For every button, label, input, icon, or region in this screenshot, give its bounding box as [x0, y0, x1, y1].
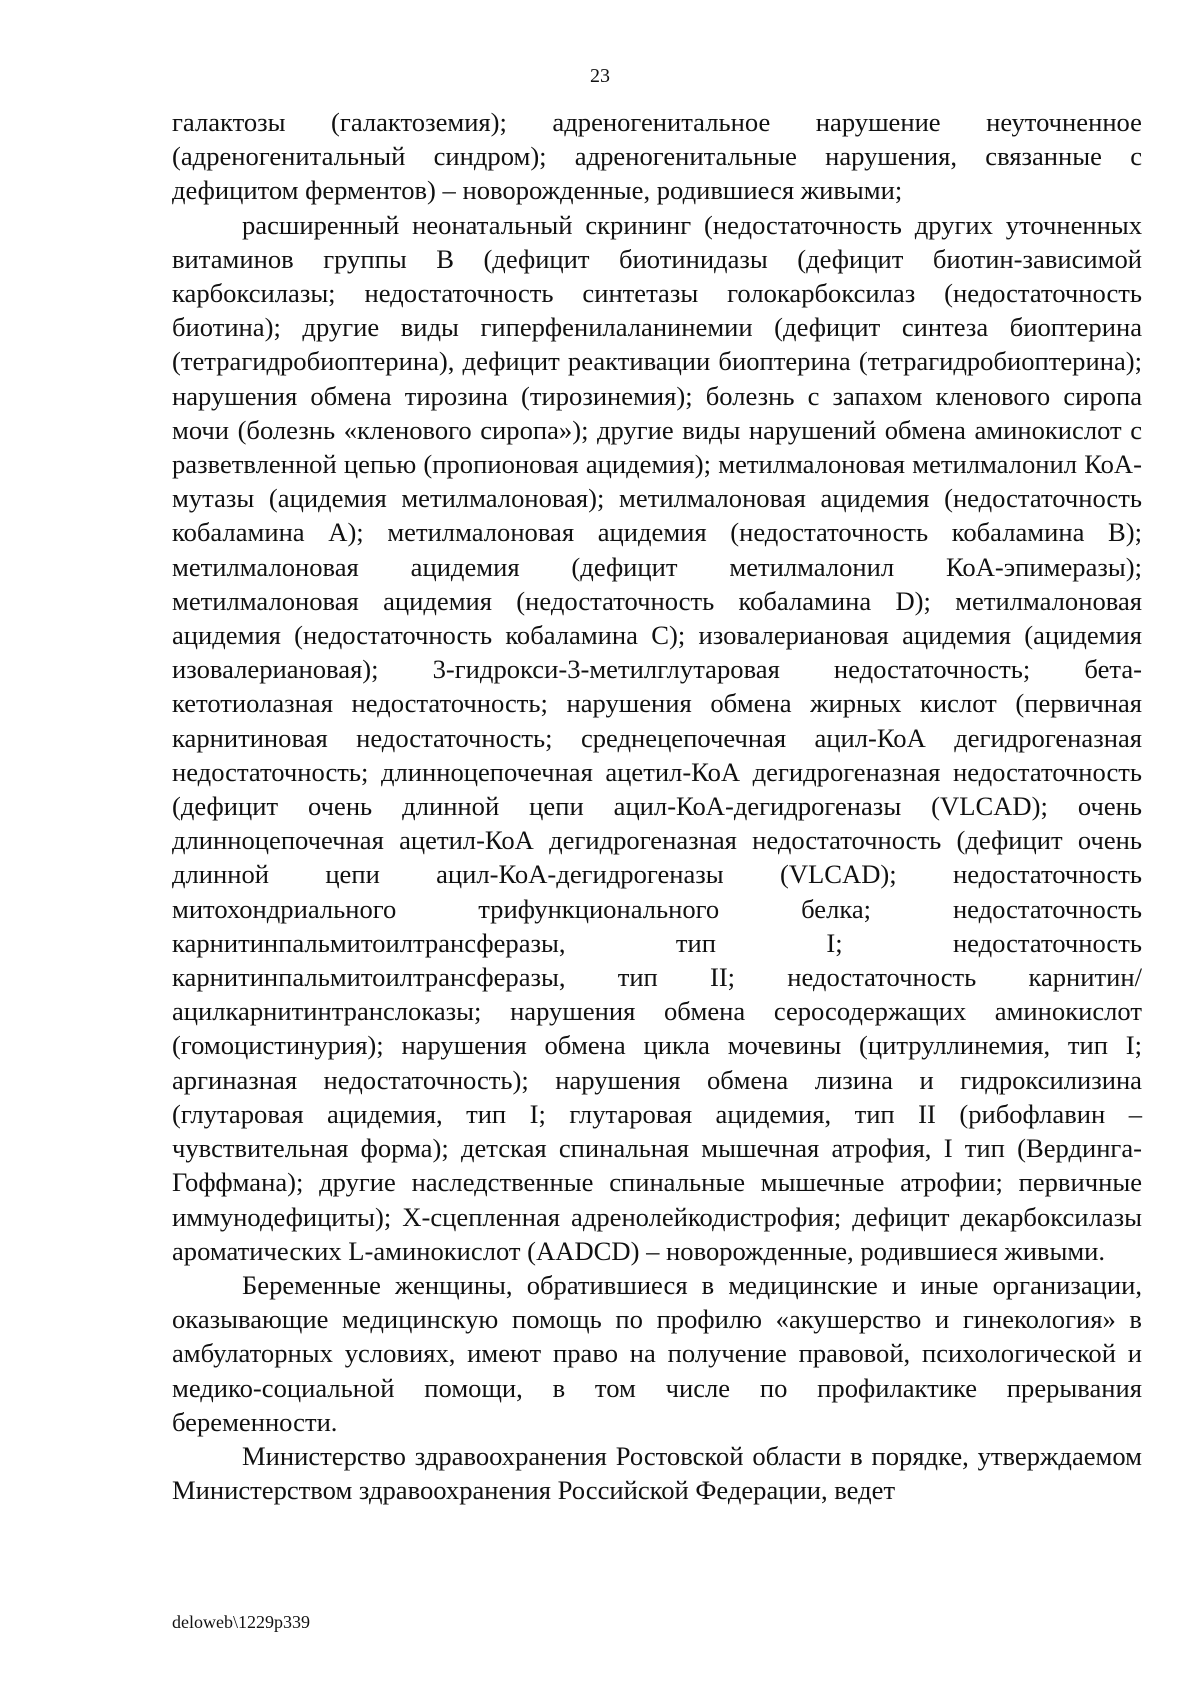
paragraph-1: галактозы (галактоземия); адреногенитальное нарушение неуточненное (адреногенитальный синдром); адреногенитальные нарушения, связанные с дефицитом ферментов) – новорожденные, родившиеся живыми; [172, 107, 1142, 206]
document-code-footer: deloweb\1229p339 [172, 1612, 310, 1632]
page-number: 23 [590, 65, 610, 87]
document-body [172, 105, 1142, 1507]
paragraph-4: Министерство здравоохранения Ростовской области в порядке, утверждаемом Министерством здравоохранения Российской Федерации, ведет [172, 1440, 1142, 1506]
paragraph-2: расширенный неонатальный скрининг (недостаточность других уточненных витаминов группы В (дефицит биотинидазы (дефицит биотин-зависимой карбоксилазы; недостаточность синтетазы голокарбоксилаз (недостаточность биотина); другие виды гиперфенилаланинемии (дефицит синтеза биоптерина (тетрагидробиоптерина), дефицит реактивации биоптерина (тетрагидробиоптерина); нарушения обмена тирозина (тирозинемия); болезнь с запахом кленового сиропа мочи (болезнь «кленового сиропа»); другие виды нарушений обмена аминокислот с разветвленной цепью (пропионовая ацидемия); метилмалоновая метилмалонил КоА-мутазы (ацидемия метилмалоновая); метилмалоновая ацидемия (недостаточность кобаламина А); метилмалоновая ацидемия (недостаточность кобаламина В); метилмалоновая ацидемия (дефицит метилмалонил КоА-эпимеразы); метилмалоновая ацидемия (недостаточность кобаламина D); метилмалоновая ацидемия (недостаточность кобаламина С); изовалериановая ацидемия (ацидемия изовалериановая); 3-гидрокси-3-метилглутаровая недостаточность; бета-кетотиолазная недостаточность; нарушения обмена жирных кислот (первичная карнитиновая недостаточность; среднецепочечная ацил-КоА дегидрогеназная недостаточность; длинноцепочечная ацетил-КоА дегидрогеназная недостаточность (дефицит очень длинной цепи ацил-КоА-дегидрогеназы (VLCAD); очень длинноцепочечная ацетил-КоА дегидрогеназная недостаточность (дефицит очень длинной цепи ацил-КоА-дегидрогеназы (VLCAD); недостаточность митохондриального трифункционального белка; недостаточность карнитинпальмитоилтрансферазы, тип I; недостаточность карнитинпальмитоилтрансферазы, тип II; недостаточность карнитин/ацилкарнитинтранслоказы; нарушения обмена серосодержащих аминокислот (гомоцистинурия); нарушения обмена цикла мочевины (цитруллинемия, тип I; аргиназная недостаточность); нарушения обмена лизина и гидроксилизина (глутаровая ацидемия, тип I; глутаровая ацидемия, тип II (рибофлавин – чувствительная форма); детская спинальная мышечная атрофия, I тип (Вердинга-Гоффмана); другие наследственные спинальные мышечные атрофии; первичные иммунодефициты); Х-сцепленная адренолейкодистрофия; дефицит декарбоксилазы ароматических L-аминокислот (AADCD) – новорожденные, родившиеся живыми. [172, 209, 1142, 1266]
paragraph-3: Беременные женщины, обратившиеся в медицинские и иные организации, оказывающие медицинскую помощь по профилю «акушерство и гинекология» в амбулаторных условиях, имеют право на получение правовой, психологической и медико-социальной помощи, в том числе по профилактике прерывания беременности. [172, 1269, 1142, 1437]
